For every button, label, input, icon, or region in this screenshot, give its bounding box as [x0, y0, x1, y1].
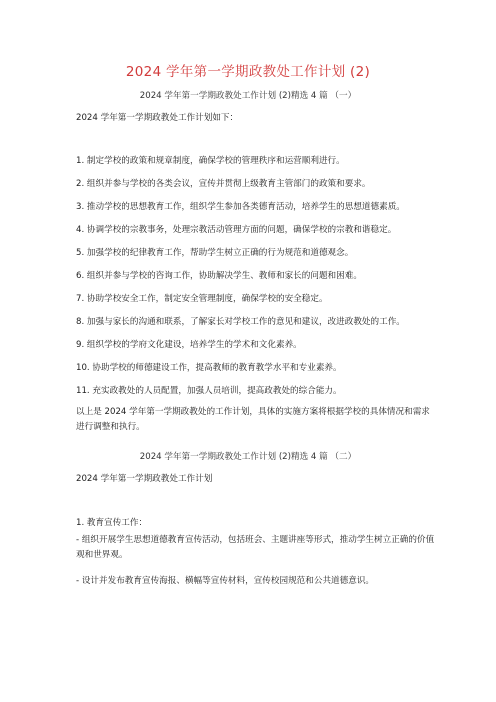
list-item: 9. 组织学校的学府文化建设，培养学生的学术和文化素养。	[76, 340, 302, 350]
list-item: 8. 加强与家长的沟通和联系，了解家长对学校工作的意见和建议，改进政教处的工作。	[76, 317, 405, 327]
section1-subheading: 2024 学年第一学期政教处工作计划 (2)精选 4 篇 （一）	[139, 91, 357, 101]
list-item: - 设计并发布教育宣传海报、横幅等宣传材料，宣传校园规范和公共道德意识。	[76, 576, 375, 586]
list-item: 10. 协助学校的师德建设工作，提高教师的教育教学水平和专业素养。	[76, 363, 342, 373]
list-item: 3. 推动学校的思想教育工作，组织学生参加各类德育活动，培养学生的思想道德素质。	[76, 202, 405, 212]
section1-conclusion: 以上是 2024 学年第一学期政教处的工作计划，具体的实施方案将根据学校的具体情况和需求进行调整和执行。	[76, 407, 430, 432]
section1-intro: 2024 学年第一学期政教处工作计划如下：	[76, 113, 239, 123]
list-item: 4. 协调学校的宗教事务，处理宗教活动管理方面的问题，确保学校的宗教和谐稳定。	[76, 225, 397, 235]
section2-intro: 2024 学年第一学期政教处工作计划	[76, 474, 213, 484]
list-item: 2. 组织并参与学校的各类会议，宣传并贯彻上级教育主管部门的政策和要求。	[76, 179, 371, 189]
section2-subheading: 2024 学年第一学期政教处工作计划 (2)精选 4 篇 （二）	[139, 452, 357, 462]
list-item: 5. 加强学校的纪律教育工作，帮助学生树立正确的行为规范和道德观念。	[76, 248, 354, 258]
list-item: 7. 协助学校安全工作，制定安全管理制度，确保学校的安全稳定。	[76, 294, 328, 304]
list-item: 11. 充实政教处的人员配置，加强人员培训，提高政教处的综合能力。	[76, 386, 342, 396]
document-title: 2024 学年第一学期政教处工作计划 (2)	[125, 64, 371, 80]
section2-heading: 1. 教育宣传工作：	[76, 518, 148, 528]
list-item: - 组织开展学生思想道德教育宣传活动，包括班会、主题讲座等形式，推动学生树立正确的价值观和世界观。	[76, 535, 435, 560]
list-item: 6. 组织并参与学校的咨询工作，协助解决学生、教师和家长的问题和困难。	[76, 271, 362, 281]
list-item: 1. 制定学校的政策和规章制度，确保学校的管理秩序和运营顺利进行。	[76, 156, 345, 166]
